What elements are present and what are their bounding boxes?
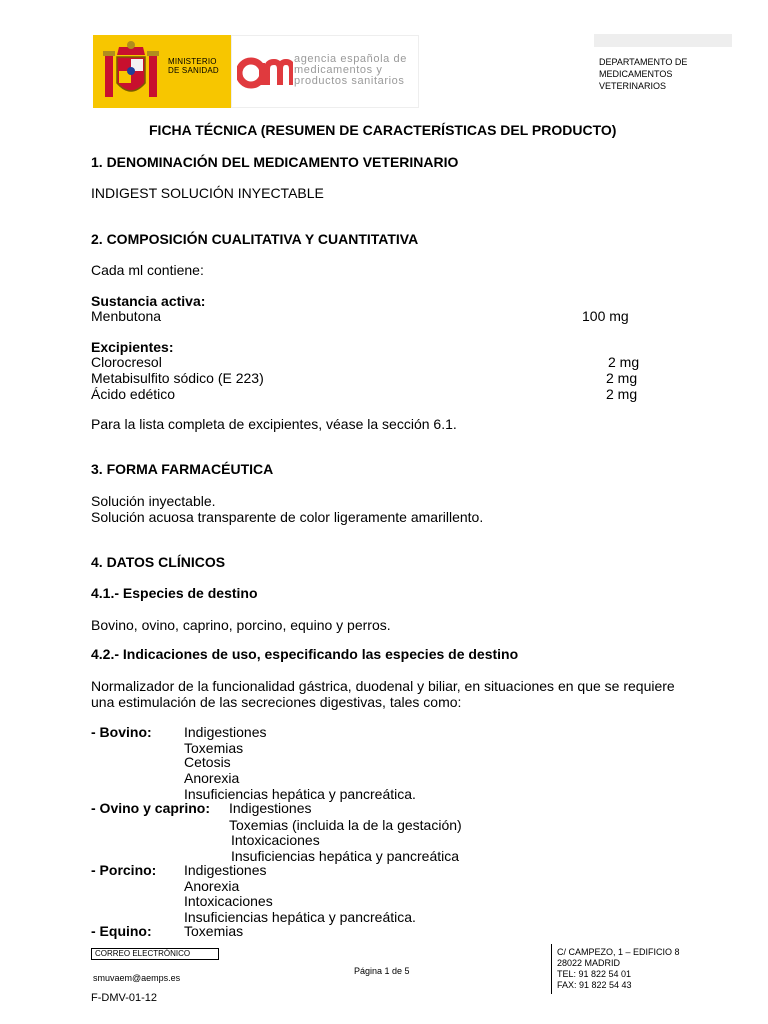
form-code: F-DMV-01-12 <box>91 992 158 1004</box>
active-substance-label: Sustancia activa: <box>91 293 206 309</box>
pharmaceutical-form-description: Solución acuosa transparente de color ligeramente amarillento. <box>91 509 484 525</box>
document-title: FICHA TÉCNICA (RESUMEN DE CARACTERÍSTICAS DEL PRODUCTO) <box>149 122 617 138</box>
section-4-2-heading: 4.2.- Indicaciones de uso, especificando las especies de destino <box>91 646 519 662</box>
excipient-qty: 2 mg <box>608 354 640 370</box>
address-line: C/ CAMPEZO, 1 – EDIFICIO 8 <box>557 947 680 957</box>
indications-text: Normalizador de la funcionalidad gástrica, duodenal y biliar, en situaciones en que se requiere <box>91 678 675 694</box>
email-label-box <box>91 948 219 960</box>
excipient-name: Metabisulfito sódico (E 223) <box>91 370 264 386</box>
indication-item: Cetosis <box>184 754 231 770</box>
section-4-1-heading: 4.1.- Especies de destino <box>91 585 258 601</box>
excipient-name: Ácido edético <box>91 386 176 402</box>
footer-divider <box>551 944 552 994</box>
active-substance-name: Menbutona <box>91 308 162 324</box>
indication-item: Toxemias <box>184 923 244 939</box>
header-shaded-box <box>594 34 732 47</box>
indication-item: Indigestiones <box>229 800 312 816</box>
coat-of-arms-icon <box>101 39 161 105</box>
aemps-am-icon <box>237 51 293 95</box>
active-substance-qty: 100 mg <box>582 308 629 324</box>
species-label-bovino: - Bovino: <box>91 724 152 740</box>
section-2-heading: 2. COMPOSICIÓN CUALITATIVA Y CUANTITATIVA <box>91 231 419 247</box>
address-line: TEL: 91 822 54 01 <box>557 969 632 979</box>
species-label-ovino-caprino: - Ovino y caprino: <box>91 800 211 816</box>
footer-email: smuvaem@aemps.es <box>93 973 181 983</box>
indication-item: Intoxicaciones <box>184 893 273 909</box>
section-3-heading: 3. FORMA FARMACÉUTICA <box>91 461 274 477</box>
indication-item: Indigestiones <box>184 724 267 740</box>
species-label-porcino: - Porcino: <box>91 862 157 878</box>
indication-item: Insuficiencias hepática y pancreática. <box>184 786 416 802</box>
indication-item: Indigestiones <box>184 862 267 878</box>
ministry-logo-text: MINISTERIO DE SANIDAD <box>168 57 219 75</box>
aemps-logo-text: agencia española de medicamentos y productos sanitarios <box>294 53 407 87</box>
indication-item: Toxemias <box>184 740 244 756</box>
indication-item: Anorexia <box>184 878 240 894</box>
excipient-qty: 2 mg <box>606 386 638 402</box>
address-line: FAX: 91 822 54 43 <box>557 980 632 990</box>
excipients-note: Para la lista completa de excipientes, véase la sección 6.1. <box>91 416 457 432</box>
footer-address <box>557 947 680 991</box>
email-label: CORREO ELECTRÓNICO <box>95 949 191 958</box>
department-line: VETERINARIOS <box>599 81 667 91</box>
excipient-name: Clorocresol <box>91 354 162 370</box>
department-label <box>599 56 687 92</box>
indication-item: Toxemias (incluida la de la gestación) <box>229 817 462 833</box>
department-line: DEPARTAMENTO DE <box>599 57 688 67</box>
excipients-label: Excipientes: <box>91 339 174 355</box>
department-line: MEDICAMENTOS <box>599 69 673 79</box>
indication-item: Insuficiencias hepática y pancreática. <box>184 909 416 925</box>
indication-item: Insuficiencias hepática y pancreática <box>231 848 460 864</box>
indication-item: Anorexia <box>184 770 240 786</box>
composition-intro: Cada ml contiene: <box>91 262 204 278</box>
pharmaceutical-form: Solución inyectable. <box>91 493 216 509</box>
indications-text: una estimulación de las secreciones digestivas, tales como: <box>91 694 462 710</box>
excipient-qty: 2 mg <box>606 370 638 386</box>
page-number: Página 1 de 5 <box>354 966 410 976</box>
target-species: Bovino, ovino, caprino, porcino, equino y perros. <box>91 617 391 633</box>
ministry-of-health-logo <box>93 35 231 108</box>
address-line: 28022 MADRID <box>557 958 621 968</box>
indication-item: Intoxicaciones <box>231 832 320 848</box>
species-label-equino: - Equino: <box>91 923 152 939</box>
section-1-heading: 1. DENOMINACIÓN DEL MEDICAMENTO VETERINARIO <box>91 154 459 170</box>
product-name: INDIGEST SOLUCIÓN INYECTABLE <box>91 185 324 201</box>
aemps-logo <box>231 35 419 108</box>
section-4-heading: 4. DATOS CLÍNICOS <box>91 554 226 570</box>
